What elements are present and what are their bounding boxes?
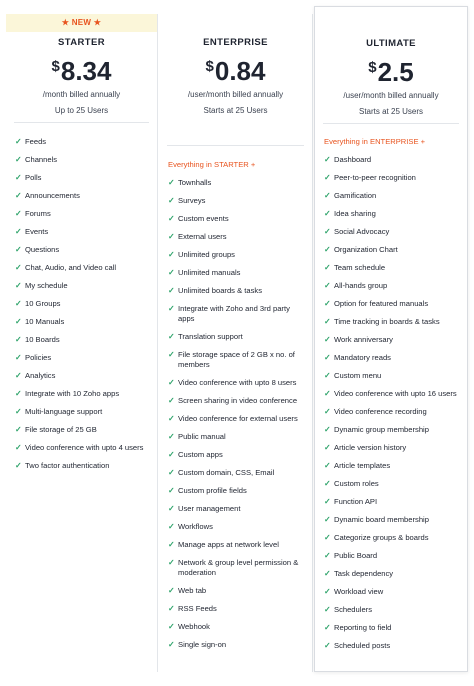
check-icon: ✓	[15, 245, 22, 254]
feature-item	[168, 304, 312, 332]
feature-item	[168, 640, 312, 658]
feature-item	[324, 299, 467, 317]
check-icon: ✓	[324, 497, 331, 506]
feature-item	[168, 332, 312, 350]
billing-note: /month billed annually	[42, 90, 121, 99]
check-icon: ✓	[168, 604, 175, 613]
feature-label: Team schedule	[334, 263, 386, 272]
check-icon: ✓	[168, 378, 175, 387]
check-icon: ✓	[168, 640, 175, 649]
plan-name: ENTERPRISE	[203, 37, 268, 48]
feature-label: Custom menu	[334, 371, 382, 380]
check-icon: ✓	[15, 371, 22, 380]
check-icon: ✓	[15, 317, 22, 326]
feature-list-subtitle: Everything in STARTER +	[168, 160, 256, 169]
feature-item	[168, 540, 312, 558]
feature-label: Public manual	[178, 432, 226, 441]
feature-item	[168, 214, 312, 232]
feature-item	[168, 622, 312, 640]
feature-item	[168, 486, 312, 504]
feature-label: Video conference recording	[334, 407, 427, 416]
feature-label: Option for featured manuals	[334, 299, 429, 308]
feature-item	[324, 335, 467, 353]
feature-label: Chat, Audio, and Video call	[25, 263, 117, 272]
feature-label: Categorize groups & boards	[334, 533, 429, 542]
feature-item	[324, 173, 467, 191]
feature-item	[15, 461, 157, 479]
feature-label: Workload view	[334, 587, 384, 596]
feature-item	[324, 353, 467, 371]
feature-item	[324, 281, 467, 299]
feature-list	[315, 124, 467, 659]
feature-label: 10 Manuals	[25, 317, 65, 326]
check-icon: ✓	[15, 281, 22, 290]
price-amount: 8.34	[60, 56, 112, 86]
feature-label: Unlimited groups	[178, 250, 235, 259]
check-icon: ✓	[324, 623, 331, 632]
feature-item	[15, 245, 157, 263]
check-icon: ✓	[324, 227, 331, 236]
check-icon: ✓	[324, 191, 331, 200]
check-icon: ✓	[15, 263, 22, 272]
check-icon: ✓	[168, 522, 175, 531]
feature-item	[324, 371, 467, 389]
billing-note: /user/month billed annually	[187, 90, 284, 99]
feature-label: Web tab	[178, 586, 207, 595]
feature-item	[168, 178, 312, 196]
check-icon: ✓	[15, 209, 22, 218]
plan-header-starter	[6, 14, 157, 122]
check-icon: ✓	[324, 173, 331, 182]
check-icon: ✓	[324, 281, 331, 290]
feature-item	[168, 522, 312, 540]
check-icon: ✓	[168, 268, 175, 277]
feature-label: Custom roles	[334, 479, 379, 488]
feature-label: Task dependency	[334, 569, 394, 578]
plan-ultimate	[314, 6, 468, 672]
check-icon: ✓	[168, 558, 175, 567]
feature-label: Single sign-on	[178, 640, 227, 649]
feature-label: Article templates	[334, 461, 391, 470]
check-icon: ✓	[15, 191, 22, 200]
feature-label: Public Board	[334, 551, 378, 560]
user-count: Starts at 25 Users	[203, 106, 268, 115]
feature-item	[15, 371, 157, 389]
currency-symbol: $	[368, 59, 377, 76]
feature-item	[324, 209, 467, 227]
check-icon: ✓	[324, 443, 331, 452]
price-amount: 2.5	[377, 57, 414, 87]
feature-label: Scheduled posts	[334, 641, 391, 650]
feature-item	[168, 468, 312, 486]
plan-header-ultimate	[315, 7, 467, 123]
check-icon: ✓	[168, 586, 175, 595]
feature-label: Multi-language support	[25, 407, 103, 416]
check-icon: ✓	[324, 353, 331, 362]
check-icon: ✓	[324, 479, 331, 488]
feature-item	[168, 432, 312, 450]
check-icon: ✓	[168, 504, 175, 513]
feature-label: Feeds	[25, 137, 47, 146]
check-icon: ✓	[168, 396, 175, 405]
feature-item	[324, 569, 467, 587]
feature-item	[324, 191, 467, 209]
feature-label: Function API	[334, 497, 378, 506]
feature-item	[15, 407, 157, 425]
check-icon: ✓	[168, 450, 175, 459]
new-badge: ★ NEW ★	[6, 14, 157, 32]
feature-item	[324, 425, 467, 443]
feature-label: Video conference for external users	[178, 414, 298, 423]
check-icon: ✓	[168, 540, 175, 549]
check-icon: ✓	[324, 425, 331, 434]
feature-label: Channels	[25, 155, 58, 164]
feature-item	[168, 558, 312, 586]
check-icon: ✓	[15, 299, 22, 308]
feature-item	[15, 443, 157, 461]
feature-label: Polls	[25, 173, 42, 182]
plan-starter	[6, 14, 158, 672]
feature-item	[15, 137, 157, 155]
feature-label: Custom profile fields	[178, 486, 247, 495]
check-icon: ✓	[324, 407, 331, 416]
feature-label: Time tracking in boards & tasks	[334, 317, 440, 326]
plan-price	[315, 57, 467, 87]
feature-item	[168, 604, 312, 622]
feature-item	[168, 396, 312, 414]
feature-label: Integrate with Zoho and 3rd party apps	[178, 304, 290, 323]
check-icon: ✓	[324, 245, 331, 254]
feature-label: User management	[178, 504, 241, 513]
feature-label: Townhalls	[178, 178, 212, 187]
feature-item	[324, 227, 467, 245]
feature-item	[15, 317, 157, 335]
feature-item	[15, 281, 157, 299]
check-icon: ✓	[15, 335, 22, 344]
feature-item	[168, 196, 312, 214]
check-icon: ✓	[168, 304, 175, 313]
feature-item	[324, 605, 467, 623]
feature-label: Dynamic group membership	[334, 425, 429, 434]
feature-item	[324, 245, 467, 263]
check-icon: ✓	[324, 461, 331, 470]
feature-item	[324, 623, 467, 641]
feature-label: Announcements	[25, 191, 80, 200]
feature-item	[15, 353, 157, 371]
feature-item	[168, 268, 312, 286]
plan-price	[6, 56, 157, 86]
feature-item	[324, 443, 467, 461]
check-icon: ✓	[324, 587, 331, 596]
feature-item	[324, 389, 467, 407]
feature-label: Gamification	[334, 191, 377, 200]
check-icon: ✓	[324, 371, 331, 380]
feature-item	[168, 414, 312, 432]
check-icon: ✓	[324, 389, 331, 398]
plan-name: ULTIMATE	[366, 38, 416, 49]
feature-label: Network & group level permission & moderation	[178, 558, 299, 577]
user-count: Up to 25 Users	[54, 106, 109, 115]
feature-label: Questions	[25, 245, 60, 254]
feature-item	[324, 533, 467, 551]
feature-item	[324, 407, 467, 425]
check-icon: ✓	[15, 461, 22, 470]
currency-symbol: $	[205, 58, 214, 75]
check-icon: ✓	[168, 196, 175, 205]
feature-label: Video conference with upto 8 users	[178, 378, 297, 387]
price-amount: 0.84	[214, 56, 266, 86]
check-icon: ✓	[168, 414, 175, 423]
feature-label: Integrate with 10 Zoho apps	[25, 389, 120, 398]
feature-list-subtitle: Everything in ENTERPRISE +	[324, 137, 426, 146]
feature-label: Video conference with upto 4 users	[25, 443, 144, 452]
feature-item	[168, 586, 312, 604]
check-icon: ✓	[168, 350, 175, 359]
feature-item	[324, 551, 467, 569]
check-icon: ✓	[168, 214, 175, 223]
feature-label: Peer-to-peer recognition	[334, 173, 416, 182]
feature-item	[168, 378, 312, 396]
feature-item	[324, 155, 467, 173]
feature-label: 10 Groups	[25, 299, 61, 308]
feature-item	[168, 350, 312, 378]
feature-item	[168, 504, 312, 522]
check-icon: ✓	[324, 605, 331, 614]
feature-label: My schedule	[25, 281, 68, 290]
check-icon: ✓	[324, 317, 331, 326]
plan-name: STARTER	[58, 37, 105, 48]
feature-label: Organization Chart	[334, 245, 398, 254]
check-icon: ✓	[324, 551, 331, 560]
feature-label: Manage apps at network level	[178, 540, 279, 549]
check-icon: ✓	[15, 407, 22, 416]
check-icon: ✓	[15, 155, 22, 164]
feature-label: Two factor authentication	[25, 461, 110, 470]
check-icon: ✓	[168, 432, 175, 441]
check-icon: ✓	[168, 468, 175, 477]
feature-item	[168, 450, 312, 468]
check-icon: ✓	[168, 232, 175, 241]
feature-label: Policies	[25, 353, 52, 362]
feature-item	[324, 479, 467, 497]
plan-enterprise	[159, 14, 313, 672]
check-icon: ✓	[15, 389, 22, 398]
plan-price	[159, 56, 312, 86]
feature-label: Screen sharing in video conference	[178, 396, 298, 405]
check-icon: ✓	[324, 299, 331, 308]
check-icon: ✓	[324, 263, 331, 272]
feature-label: Article version history	[334, 443, 407, 452]
check-icon: ✓	[324, 533, 331, 542]
check-icon: ✓	[324, 515, 331, 524]
feature-item	[324, 497, 467, 515]
check-icon: ✓	[168, 286, 175, 295]
feature-label: Social Advocacy	[334, 227, 390, 236]
feature-item	[168, 250, 312, 268]
feature-label: Surveys	[178, 196, 206, 205]
check-icon: ✓	[168, 622, 175, 631]
feature-label: All-hands group	[334, 281, 388, 290]
feature-item	[324, 461, 467, 479]
feature-item	[15, 335, 157, 353]
feature-item	[168, 232, 312, 250]
feature-label: Dashboard	[334, 155, 372, 164]
check-icon: ✓	[15, 227, 22, 236]
feature-label: Video conference with upto 16 users	[334, 389, 457, 398]
check-icon: ✓	[168, 486, 175, 495]
feature-label: Analytics	[25, 371, 56, 380]
feature-label: Custom domain, CSS, Email	[178, 468, 275, 477]
check-icon: ✓	[324, 155, 331, 164]
feature-item	[15, 173, 157, 191]
currency-symbol: $	[51, 58, 60, 75]
check-icon: ✓	[15, 137, 22, 146]
feature-item	[168, 286, 312, 304]
feature-label: Custom apps	[178, 450, 223, 459]
feature-label: File storage space of 2 GB x no. of members	[178, 350, 295, 369]
feature-item	[15, 209, 157, 227]
feature-label: Unlimited manuals	[178, 268, 241, 277]
check-icon: ✓	[324, 569, 331, 578]
check-icon: ✓	[168, 332, 175, 341]
check-icon: ✓	[15, 353, 22, 362]
feature-item	[15, 299, 157, 317]
feature-label: Workflows	[178, 522, 213, 531]
check-icon: ✓	[324, 209, 331, 218]
check-icon: ✓	[15, 443, 22, 452]
check-icon: ✓	[324, 641, 331, 650]
feature-label: 10 Boards	[25, 335, 60, 344]
feature-item	[15, 191, 157, 209]
feature-label: Reporting to field	[334, 623, 392, 632]
feature-label: Forums	[25, 209, 51, 218]
check-icon: ✓	[15, 173, 22, 182]
feature-item	[15, 155, 157, 173]
feature-label: Schedulers	[334, 605, 372, 614]
feature-item	[324, 641, 467, 659]
feature-label: External users	[178, 232, 227, 241]
feature-label: Events	[25, 227, 49, 236]
feature-item	[15, 263, 157, 281]
feature-item	[15, 227, 157, 245]
check-icon: ✓	[168, 178, 175, 187]
feature-item	[324, 317, 467, 335]
plan-header-enterprise	[159, 37, 312, 145]
check-icon: ✓	[168, 250, 175, 259]
feature-label: Dynamic board membership	[334, 515, 429, 524]
check-icon: ✓	[15, 425, 22, 434]
feature-label: File storage of 25 GB	[25, 425, 97, 434]
feature-item	[324, 515, 467, 533]
feature-item	[15, 389, 157, 407]
billing-note: /user/month billed annually	[343, 91, 439, 100]
feature-label: Work anniversary	[334, 335, 393, 344]
feature-item	[15, 425, 157, 443]
feature-label: Mandatory reads	[334, 353, 391, 362]
feature-label: Unlimited boards & tasks	[178, 286, 262, 295]
feature-list	[6, 123, 157, 479]
feature-label: Translation support	[178, 332, 243, 341]
feature-item	[324, 587, 467, 605]
feature-item	[324, 263, 467, 281]
feature-label: Idea sharing	[334, 209, 376, 218]
feature-label: Custom events	[178, 214, 229, 223]
feature-list	[159, 146, 312, 658]
user-count: Starts at 25 Users	[358, 107, 424, 116]
check-icon: ✓	[324, 335, 331, 344]
feature-label: RSS Feeds	[178, 604, 217, 613]
feature-label: Webhook	[178, 622, 210, 631]
